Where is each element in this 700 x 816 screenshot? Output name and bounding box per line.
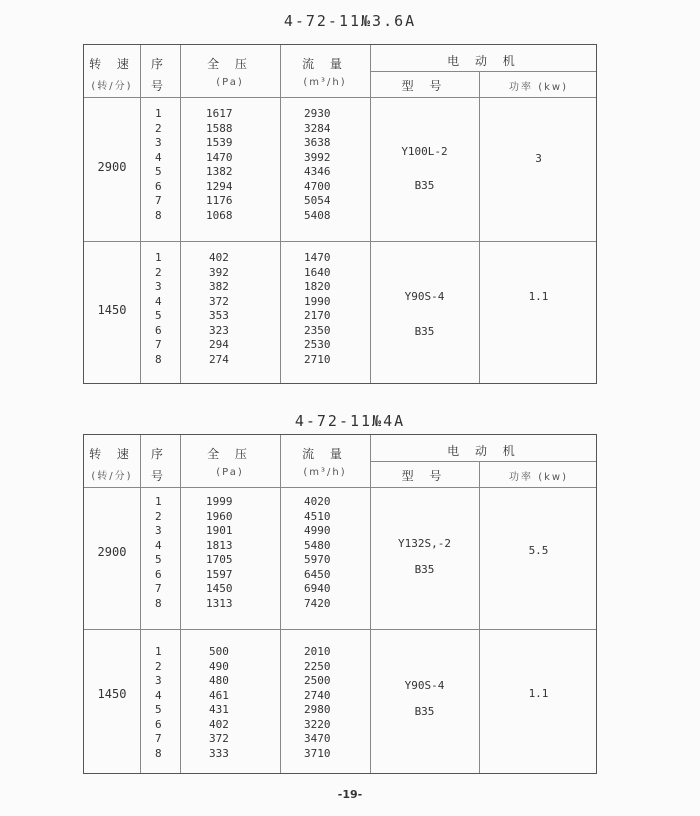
seq-cell: 8 bbox=[155, 208, 162, 222]
seq-cell: 3 bbox=[155, 524, 162, 537]
divider bbox=[84, 629, 596, 630]
seq-header: 序 bbox=[150, 447, 169, 461]
pressure-cell: 1901 bbox=[206, 524, 233, 537]
flow-header: 流 量 bbox=[302, 447, 348, 461]
divider bbox=[479, 461, 480, 773]
pressure-column bbox=[209, 645, 229, 761]
flow-cell: 1640 bbox=[304, 265, 331, 279]
flow-cell: 4510 bbox=[304, 509, 331, 523]
pressure-column bbox=[206, 495, 233, 611]
speed-value: 2900 bbox=[97, 160, 127, 174]
pressure-cell: 1705 bbox=[206, 553, 233, 566]
seq-column bbox=[155, 107, 162, 223]
motor-model: Y100L-2 bbox=[401, 145, 448, 158]
seq-header-bottom: 号 bbox=[150, 79, 169, 93]
flow-cell: 3992 bbox=[304, 150, 331, 164]
seq-cell: 6 bbox=[155, 179, 162, 193]
seq-cell: 3 bbox=[155, 280, 162, 293]
flow-cell: 2530 bbox=[304, 338, 331, 351]
flow-cell: 2740 bbox=[304, 688, 331, 702]
pressure-cell: 1382 bbox=[206, 165, 233, 178]
flow-cell: 4020 bbox=[304, 495, 331, 508]
divider bbox=[280, 435, 281, 773]
divider bbox=[370, 435, 371, 773]
pressure-cell: 1294 bbox=[206, 179, 233, 193]
flow-cell: 3284 bbox=[304, 121, 331, 135]
model-header: 型 号 bbox=[401, 469, 448, 483]
seq-cell: 8 bbox=[155, 746, 162, 760]
pressure-cell: 1450 bbox=[206, 582, 233, 595]
divider bbox=[140, 435, 141, 773]
seq-cell: 1 bbox=[155, 107, 162, 120]
seq-cell: 7 bbox=[155, 732, 162, 745]
seq-cell: 2 bbox=[155, 121, 162, 135]
pressure-cell: 294 bbox=[209, 338, 229, 351]
flow-column bbox=[304, 495, 331, 611]
speed-value: 1450 bbox=[97, 303, 127, 317]
flow-column bbox=[304, 645, 331, 761]
seq-cell: 4 bbox=[155, 150, 162, 164]
flow-cell: 2010 bbox=[304, 645, 331, 658]
pressure-cell: 1470 bbox=[206, 150, 233, 164]
flow-unit: (m³/h) bbox=[303, 467, 347, 478]
pressure-cell: 402 bbox=[209, 251, 229, 264]
flow-cell: 1990 bbox=[304, 294, 331, 308]
motor-model: Y132S,-2 bbox=[398, 537, 451, 550]
pressure-cell: 353 bbox=[209, 309, 229, 322]
divider bbox=[180, 45, 181, 383]
seq-cell: 7 bbox=[155, 194, 162, 207]
pressure-cell: 392 bbox=[209, 265, 229, 279]
flow-column bbox=[304, 107, 331, 223]
flow-unit: (m³/h) bbox=[303, 77, 347, 88]
flow-cell: 3638 bbox=[304, 136, 331, 149]
divider bbox=[370, 71, 596, 72]
pressure-column bbox=[209, 251, 229, 367]
flow-cell: 2350 bbox=[304, 323, 331, 337]
seq-column bbox=[155, 645, 162, 761]
motor-header: 电 动 机 bbox=[447, 444, 521, 458]
divider bbox=[180, 435, 181, 773]
seq-cell: 5 bbox=[155, 309, 162, 322]
seq-cell: 8 bbox=[155, 352, 162, 366]
pressure-cell: 1313 bbox=[206, 596, 233, 610]
pressure-cell: 1999 bbox=[206, 495, 233, 508]
divider bbox=[479, 71, 480, 383]
pressure-column bbox=[206, 107, 233, 223]
pressure-unit: (Pa) bbox=[216, 467, 244, 478]
flow-cell: 4990 bbox=[304, 524, 331, 537]
divider bbox=[84, 241, 596, 242]
pressure-cell: 372 bbox=[209, 294, 229, 308]
pressure-cell: 402 bbox=[209, 717, 229, 731]
flow-cell: 2930 bbox=[304, 107, 331, 120]
seq-cell: 1 bbox=[155, 495, 162, 508]
speed-unit: (转/分) bbox=[91, 471, 133, 482]
pressure-cell: 1617 bbox=[206, 107, 233, 120]
speed-header: 转 速 bbox=[89, 447, 135, 461]
pressure-cell: 1597 bbox=[206, 567, 233, 581]
seq-cell: 6 bbox=[155, 323, 162, 337]
table-title: 4-72-11№4A bbox=[294, 412, 406, 430]
divider bbox=[370, 461, 596, 462]
flow-cell: 5970 bbox=[304, 553, 331, 566]
flow-cell: 4346 bbox=[304, 165, 331, 178]
flow-cell: 2250 bbox=[304, 659, 331, 673]
power-header: 功率 (kw) bbox=[509, 82, 568, 93]
pressure-cell: 490 bbox=[209, 659, 229, 673]
seq-cell: 2 bbox=[155, 265, 162, 279]
flow-column bbox=[304, 251, 331, 367]
flow-cell: 5054 bbox=[304, 194, 331, 207]
page-number: -19- bbox=[337, 788, 363, 801]
motor-model: Y90S-4 bbox=[404, 679, 445, 692]
seq-cell: 7 bbox=[155, 338, 162, 351]
divider bbox=[84, 487, 596, 488]
power-value: 5.5 bbox=[528, 544, 549, 557]
seq-cell: 6 bbox=[155, 567, 162, 581]
flow-cell: 1470 bbox=[304, 251, 331, 264]
speed-value: 1450 bbox=[97, 687, 127, 701]
seq-cell: 3 bbox=[155, 136, 162, 149]
speed-unit: (转/分) bbox=[91, 81, 133, 92]
seq-cell: 5 bbox=[155, 553, 162, 566]
pressure-cell: 480 bbox=[209, 674, 229, 687]
flow-cell: 2980 bbox=[304, 703, 331, 716]
flow-cell: 6940 bbox=[304, 582, 331, 595]
seq-cell: 3 bbox=[155, 674, 162, 687]
pressure-cell: 274 bbox=[209, 352, 229, 366]
flow-cell: 3470 bbox=[304, 732, 331, 745]
flow-cell: 1820 bbox=[304, 280, 331, 293]
pressure-cell: 323 bbox=[209, 323, 229, 337]
pressure-cell: 461 bbox=[209, 688, 229, 702]
flow-cell: 2170 bbox=[304, 309, 331, 322]
pressure-cell: 372 bbox=[209, 732, 229, 745]
pressure-cell: 1588 bbox=[206, 121, 233, 135]
fan-table bbox=[83, 434, 597, 774]
seq-cell: 1 bbox=[155, 645, 162, 658]
table-title: 4-72-11№3.6A bbox=[283, 12, 417, 30]
pressure-header: 全 压 bbox=[207, 447, 253, 461]
divider bbox=[140, 45, 141, 383]
flow-cell: 7420 bbox=[304, 596, 331, 610]
flow-cell: 5480 bbox=[304, 538, 331, 552]
pressure-unit: (Pa) bbox=[216, 77, 244, 88]
power-value: 3 bbox=[535, 152, 542, 165]
pressure-cell: 1960 bbox=[206, 509, 233, 523]
seq-cell: 2 bbox=[155, 509, 162, 523]
motor-mount: B35 bbox=[414, 325, 435, 338]
seq-cell: 7 bbox=[155, 582, 162, 595]
seq-cell: 1 bbox=[155, 251, 162, 264]
seq-cell: 6 bbox=[155, 717, 162, 731]
seq-cell: 4 bbox=[155, 688, 162, 702]
power-value: 1.1 bbox=[528, 290, 549, 303]
seq-header: 序 bbox=[150, 57, 169, 71]
power-value: 1.1 bbox=[528, 687, 549, 700]
seq-column bbox=[155, 251, 162, 367]
seq-header-bottom: 号 bbox=[150, 469, 169, 483]
seq-cell: 5 bbox=[155, 165, 162, 178]
motor-model: Y90S-4 bbox=[404, 290, 445, 303]
motor-mount: B35 bbox=[414, 563, 435, 576]
fan-table bbox=[83, 44, 597, 384]
motor-header: 电 动 机 bbox=[447, 54, 521, 68]
flow-cell: 2710 bbox=[304, 352, 331, 366]
speed-value: 2900 bbox=[97, 545, 127, 559]
pressure-cell: 1813 bbox=[206, 538, 233, 552]
pressure-cell: 1539 bbox=[206, 136, 233, 149]
seq-cell: 8 bbox=[155, 596, 162, 610]
seq-cell: 5 bbox=[155, 703, 162, 716]
flow-cell: 3710 bbox=[304, 746, 331, 760]
pressure-cell: 382 bbox=[209, 280, 229, 293]
power-header: 功率 (kw) bbox=[509, 472, 568, 483]
pressure-cell: 431 bbox=[209, 703, 229, 716]
pressure-cell: 333 bbox=[209, 746, 229, 760]
seq-cell: 4 bbox=[155, 294, 162, 308]
seq-cell: 2 bbox=[155, 659, 162, 673]
flow-cell: 4700 bbox=[304, 179, 331, 193]
pressure-cell: 1068 bbox=[206, 208, 233, 222]
pressure-cell: 1176 bbox=[206, 194, 233, 207]
pressure-header: 全 压 bbox=[207, 57, 253, 71]
divider bbox=[280, 45, 281, 383]
motor-mount: B35 bbox=[414, 179, 435, 192]
flow-header: 流 量 bbox=[302, 57, 348, 71]
flow-cell: 5408 bbox=[304, 208, 331, 222]
motor-mount: B35 bbox=[414, 705, 435, 718]
flow-cell: 3220 bbox=[304, 717, 331, 731]
pressure-cell: 500 bbox=[209, 645, 229, 658]
flow-cell: 2500 bbox=[304, 674, 331, 687]
model-header: 型 号 bbox=[401, 79, 448, 93]
flow-cell: 6450 bbox=[304, 567, 331, 581]
speed-header: 转 速 bbox=[89, 57, 135, 71]
divider bbox=[84, 97, 596, 98]
seq-cell: 4 bbox=[155, 538, 162, 552]
seq-column bbox=[155, 495, 162, 611]
